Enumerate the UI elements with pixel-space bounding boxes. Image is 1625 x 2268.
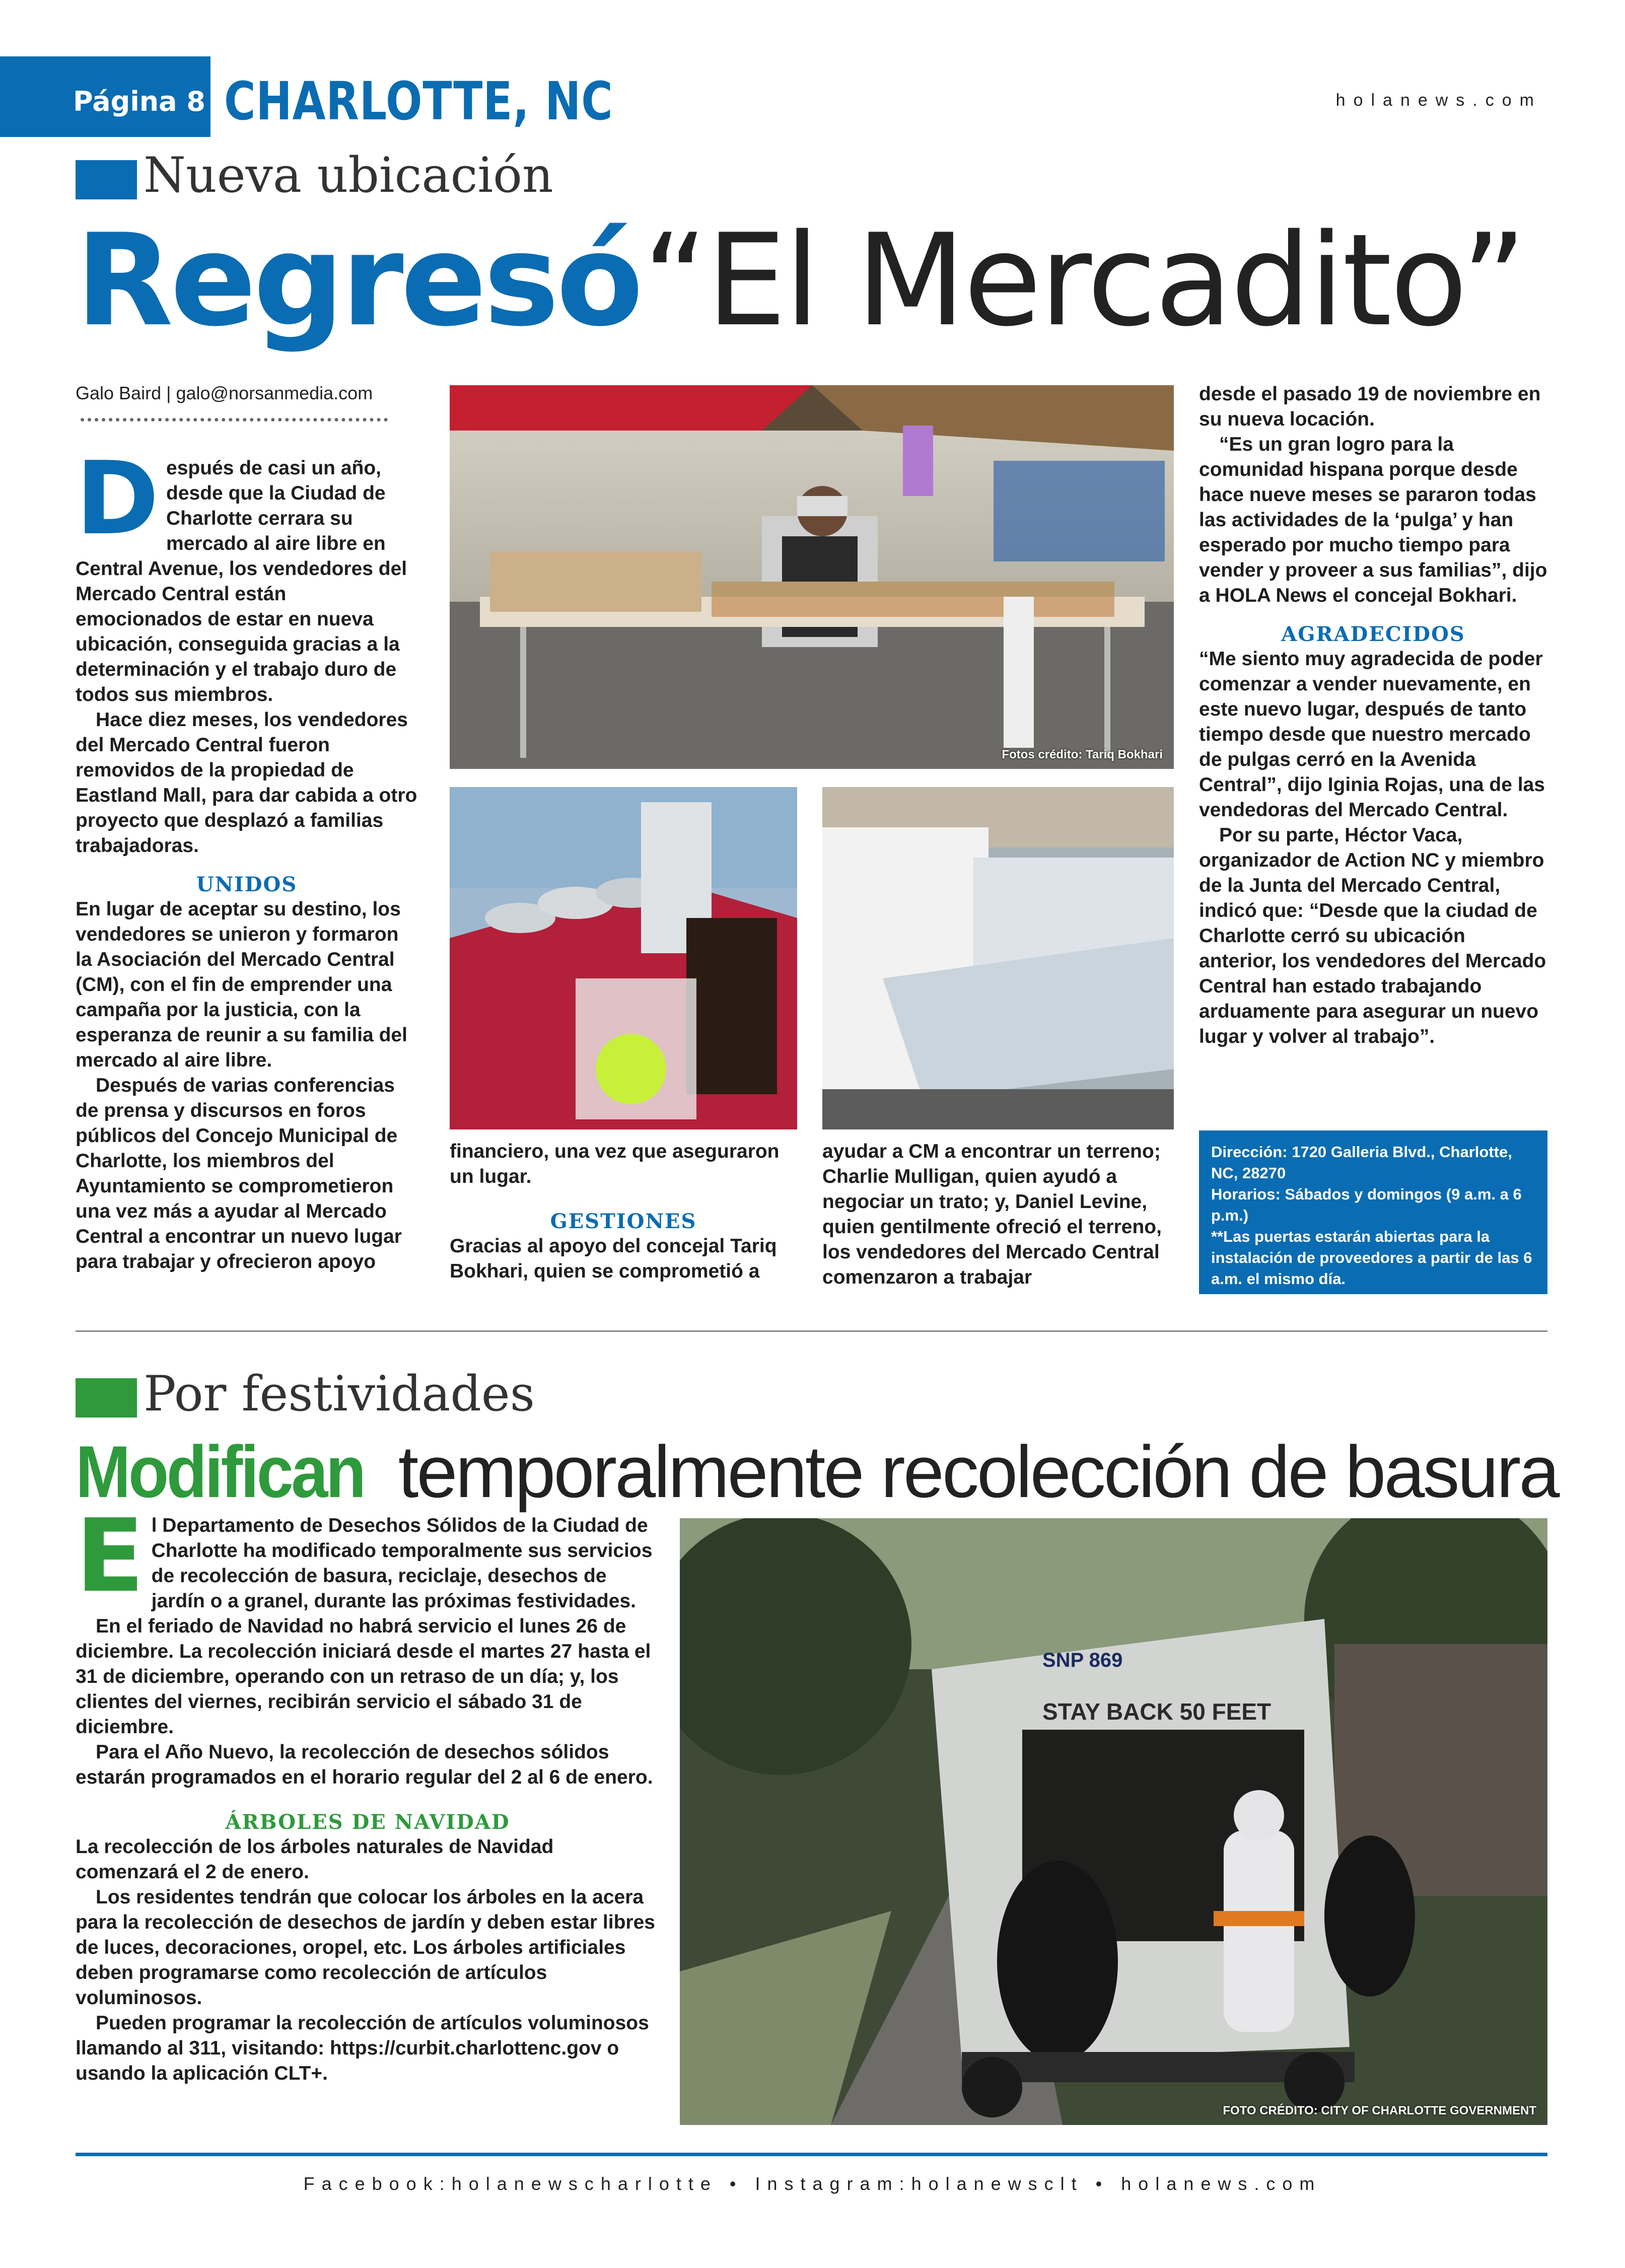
article2-paragraph-2: En el feriado de Navidad no habrá servicio el lunes 26 de diciembre. La recolección iniciará desde el martes 27 hasta el 31 de diciembre, operando con un retraso de un día; y, los clientes del viernes, recibirán servicio el sábado 31 de diciembre. [76,1615,651,1738]
article1-column-3 [822,1139,1174,1290]
article2-paragraph-1: l Departamento de Desechos Sólidos de la Ciudad de Charlotte ha modificado temporalmente sus servicios de recolección de basura, reciclaje, desechos de jardín o a granel, durante las próximas festividades. [151,1515,653,1612]
article1-headline [76,207,1525,355]
col1-paragraph-2: Hace diez meses, los vendedores del Mercado Central fueron removidos de la propiedad de Eastland Mall, para dar cabida a otro proyecto que desplazó a familias trabajadoras. [76,709,417,857]
kicker-marker-blue [76,160,137,199]
col4-paragraph-3: “Me siento muy agradecida de poder comenzar a vender nuevamente, en este nuevo lugar, después de tanto tiempo desde que nuestro mercado de pulgas cerró en la Avenida Central”, dijo Iginia Rojas, una de las vendedoras del Mercado Central. [1199,648,1545,821]
article2-kicker: Por festividades [144,1366,535,1422]
col4-paragraph-4: Por su parte, Héctor Vaca, organizador de Action NC y miembro de la Junta del Mercado Central, indicó que: “Desde que la ciudad de Charlotte cerró su ubicación anterior, los vendedores del Mercado Central han estado trabajando arduamente para asegurar un nuevo lugar y volver al trabajo”. [1199,824,1546,1047]
truck-number-text: SNP 869 [1042,1649,1123,1671]
market-photo-credit: Fotos crédito: Tariq Bokhari [1002,748,1163,761]
footer-rule [76,2153,1547,2156]
site-url-header: holanews.com [1335,91,1542,110]
mattress-photo [822,787,1174,1129]
col1-paragraph-1: espués de casi un año, desde que la Ciudad de Charlotte cerrara su mercado al aire libre en Central Avenue, los vendedores del Mercado Central están emocionados de estar en nueva ubicación, conseguida gracias a la determinación y el trabajo duro de todos sus miembros. [76,457,407,705]
subhead-agradecidos: AGRADECIDOS [1281,622,1465,646]
truck-sign-text: STAY BACK 50 FEET [1042,1698,1271,1725]
section-city-title: CHARLOTTE, NC [224,70,613,132]
cookware-illustration [450,787,797,1129]
info-note: **Las puertas estarán abiertas para la instalación de proveedores a partir de las 6 a.m. el mismo día. [1211,1228,1532,1288]
article2-headline-bold: Modifican [76,1431,364,1513]
article1-headline-bold: Regresó [76,207,641,355]
garbage-truck-photo [680,1518,1547,2125]
subhead-unidos: UNIDOS [196,873,298,896]
article2-headline-light: temporalmente recolección de basura [398,1431,1558,1513]
dropcap-d: D [76,440,160,557]
subhead-arboles: ÁRBOLES DE NAVIDAD [225,1810,510,1834]
col4-paragraph-1: desde el pasado 19 de noviembre en su nueva locación. [1199,383,1541,430]
article2-paragraph-3: Para el Año Nuevo, la recolección de desechos sólidos estarán programados en el horario regular del 2 al 6 de enero. [76,1741,653,1788]
market-stall-illustration [450,385,1174,769]
article1-byline: Galo Baird | galo@norsanmedia.com [76,383,373,403]
market-info-box [1199,1130,1547,1294]
col4-paragraph-2: “Es un gran logro para la comunidad hispana porque desde hace nueve meses se pararon todas las actividades de la ‘pulga’ y han esperado por mucho tiempo para vender y proveer a sus familias”, dijo a HOLA News el concejal Bokhari. [1199,434,1547,606]
page-number-label: Página 8 [73,86,205,117]
col3-paragraph-1: ayudar a CM a encontrar un terreno; Charlie Mulligan, quien ayudó a negociar un trato; y, Daniel Levine, quien gentilmente ofreció el terreno, los vendedores del Mercado Central comenzaron a trabajar [822,1141,1162,1288]
info-hours: Horarios: Sábados y domingos (9 a.m. a 6 p.m.) [1211,1185,1522,1224]
footer-social-links: Facebook:holanewscharlotte • Instagram:holanewsclt • holanews.com [303,2173,1322,2194]
col1-paragraph-4: Después de varias conferencias de prensa y discursos en foros públicos del Concejo Municipal de Charlotte, los miembros del Ayuntamiento se comprometieron una vez más a ayudar al Mercado Central a encontrar un nuevo lugar para trabajar y ofrecieron apoyo [76,1075,402,1272]
article1-column-2 [450,1139,797,1284]
col1-paragraph-3: En lugar de aceptar su destino, los vendedores se unieron y formaron la Asociación del Mercado Central (CM), con el fin de emprender una campaña por la justicia, con la esperanza de reunir a su familia del mercado al aire libre. [76,898,407,1071]
subhead-gestiones: GESTIONES [550,1210,697,1233]
article-divider [76,1330,1547,1332]
article2-body [76,1498,660,2086]
mattress-illustration [822,787,1174,1129]
article1-column-1 [76,440,418,1294]
garbage-truck-illustration [680,1518,1547,2125]
article2-paragraph-4: La recolección de los árboles naturales de Navidad comenzará el 2 de enero. [76,1836,554,1883]
byline-divider [81,418,388,421]
col2-paragraph-2: Gracias al apoyo del concejal Tariq Bokhari, quien se comprometió a [450,1235,777,1282]
article1-kicker: Nueva ubicación [144,147,553,203]
article1-column-4 [1199,382,1547,1049]
info-address: Dirección: 1720 Galleria Blvd., Charlotte, NC, 28270 [1211,1143,1512,1182]
truck-photo-credit: FOTO CRÉDITO: CITY OF CHARLOTTE GOVERNMENT [1223,2104,1536,2117]
col2-paragraph-1: financiero, una vez que aseguraron un lugar. [450,1141,780,1187]
page-number-tab [0,56,210,137]
dropcap-e: E [76,1498,145,1615]
article2-paragraph-5: Los residentes tendrán que colocar los árboles en la acera para la recolección de desechos de jardín y deben estar libres de luces, decoraciones, oropel, etc. Los árboles artificiales deben programarse como recolección de artículos voluminosos. [76,1886,655,2009]
article2-headline [76,1431,1558,1513]
kicker-marker-green [76,1378,137,1418]
article2-paragraph-6: Pueden programar la recolección de artículos voluminosos llamando al 311, visitando: https://curbit.charlottenc.gov o usando la aplicación CLT+. [76,2012,649,2084]
article1-headline-light: “El Mercadito” [643,207,1525,355]
cookware-photo [450,787,797,1129]
market-stall-photo [450,385,1174,769]
